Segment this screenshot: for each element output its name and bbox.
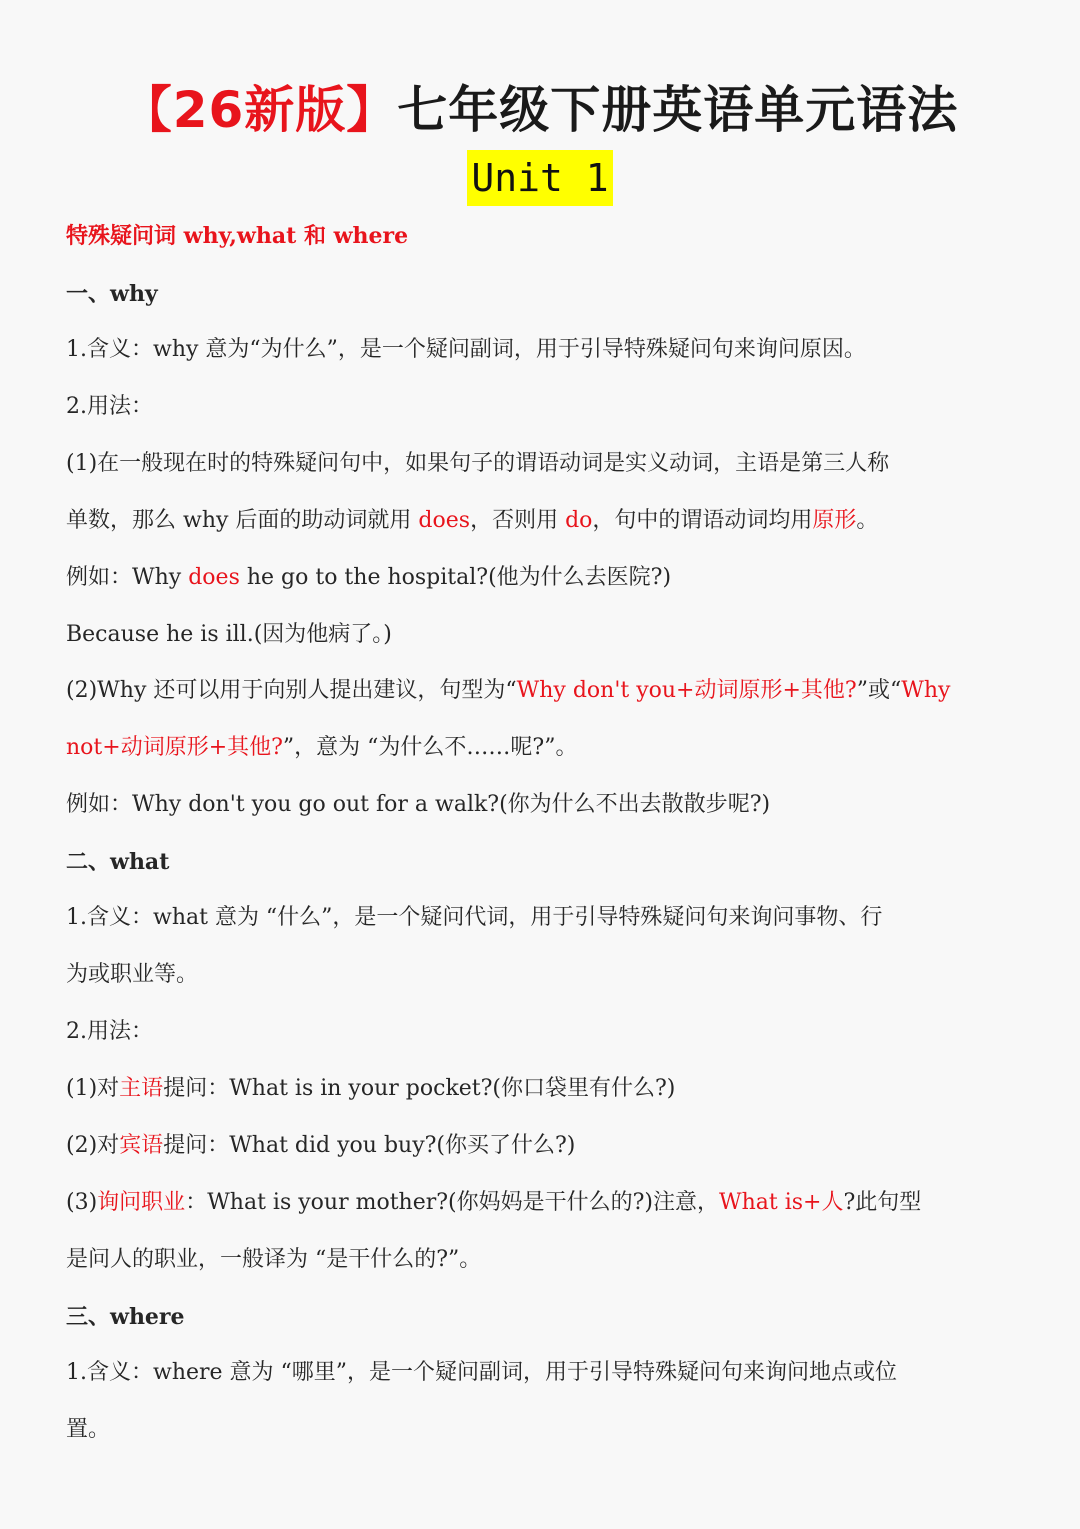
text-segment: ?此句型 <box>843 1190 922 1215</box>
text-segment: he go to the hospital?(他为什么去医院?) <box>239 565 672 590</box>
why-meaning: 1.含义：why 意为“为什么”，是一个疑问副词，用于引导特殊疑问句来询问原因。 <box>66 337 866 362</box>
where-meaning-line-1: 1.含义：where 意为 “哪里”，是一个疑问副词，用于引导特殊疑问句来询问地点或位 <box>66 1360 898 1385</box>
what-usage-2 <box>66 1128 1026 1164</box>
highlight-subject: 主语 <box>119 1076 164 1101</box>
why-usage-2-line-1 <box>66 673 1026 709</box>
text-segment: (2)Why 还可以用于向别人提出建议，句型为“ <box>66 678 517 703</box>
section-heading-why: 一、why <box>66 281 158 307</box>
why-example-2: 例如：Why don't you go out for a walk?(你为什么不出去散散步呢?) <box>66 792 771 817</box>
text-segment: ，否则用 <box>470 508 566 533</box>
text-segment: (3) <box>66 1190 98 1215</box>
why-example-1-answer: Because he is ill.(因为他病了。) <box>66 622 392 647</box>
what-meaning-line-1: 1.含义：what 意为 “什么”，是一个疑问代词，用于引导特殊疑问句来询问事物、行 <box>66 905 883 930</box>
why-usage-1-line-2 <box>66 503 1026 539</box>
title-edition-tag: 【26新版】 <box>121 81 398 139</box>
what-usage-label: 2.用法： <box>66 1019 153 1044</box>
text-segment: 提问：What is in your pocket?(你口袋里有什么?) <box>163 1076 676 1101</box>
highlight-occupation: 询问职业 <box>97 1190 186 1215</box>
what-meaning-line-2: 为或职业等。 <box>66 962 199 987</box>
highlight-object: 宾语 <box>119 1133 164 1158</box>
highlight-does: does <box>188 565 240 590</box>
why-usage-label: 2.用法： <box>66 394 153 419</box>
highlight-pattern: Why <box>901 678 951 703</box>
text-segment: 单数，那么 why 后面的助动词就用 <box>66 508 419 533</box>
what-usage-1 <box>66 1071 1026 1107</box>
unit-label-wrap <box>0 150 1080 206</box>
what-usage-3-line-1 <box>66 1185 1026 1221</box>
highlight-do: do <box>565 508 593 533</box>
text-segment: ，句中的谓语动词均用 <box>592 508 813 533</box>
why-example-1 <box>66 560 1026 596</box>
title-main: 七年级下册英语单元语法 <box>397 81 959 139</box>
topic-heading: 特殊疑问词 why,what 和 where <box>66 223 409 249</box>
text-segment: 提问：What did you buy?(你买了什么?) <box>163 1133 576 1158</box>
highlight-pattern: not+动词原形+其他? <box>66 735 283 760</box>
what-usage-3-line-2: 是问人的职业，一般译为 “是干什么的?”。 <box>66 1247 482 1272</box>
highlight-pattern: What is+人 <box>719 1190 844 1215</box>
text-segment: ”或“ <box>856 678 902 703</box>
where-meaning-line-2: 置。 <box>66 1417 111 1442</box>
why-usage-1-line-1: (1)在一般现在时的特殊疑问句中，如果句子的谓语动词是实义动词，主语是第三人称 <box>66 451 890 476</box>
text-segment: 例如：Why <box>66 565 189 590</box>
text-segment: (1)对 <box>66 1076 120 1101</box>
unit-label: Unit 1 <box>467 150 612 206</box>
text-segment: ”，意为 “为什么不……呢?”。 <box>282 735 578 760</box>
highlight-pattern: Why don't you+动词原形+其他? <box>516 678 857 703</box>
section-heading-what: 二、what <box>66 849 170 875</box>
page-title <box>0 74 1080 146</box>
text-segment: 。 <box>856 508 879 533</box>
text-segment: (2)对 <box>66 1133 120 1158</box>
text-segment: ：What is your mother?(你妈妈是干什么的?)注意， <box>185 1190 719 1215</box>
why-usage-2-line-2 <box>66 730 1026 766</box>
section-heading-where: 三、where <box>66 1304 185 1330</box>
highlight-does: does <box>418 508 471 533</box>
highlight-base-form: 原形 <box>812 508 857 533</box>
